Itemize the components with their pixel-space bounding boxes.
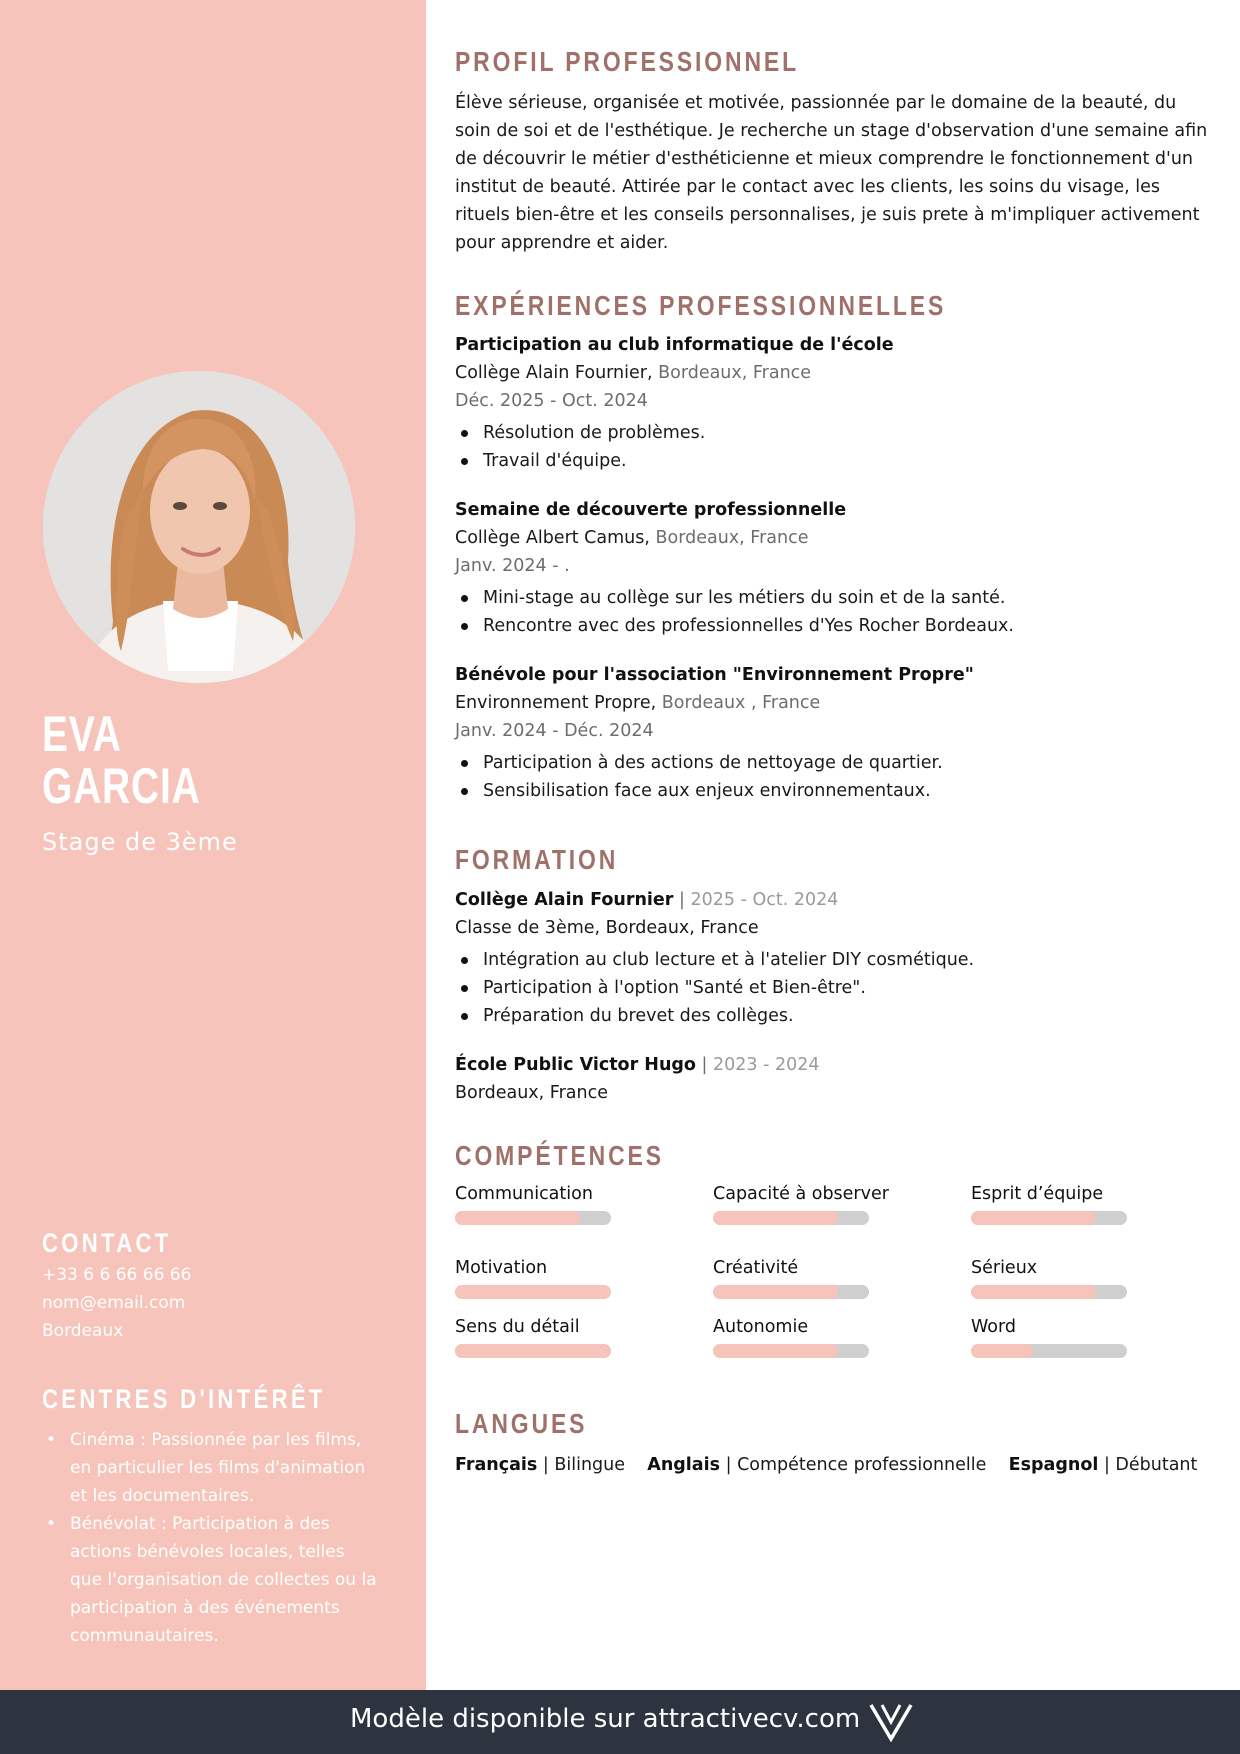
skill-level-fill xyxy=(455,1344,611,1358)
skill-level-fill xyxy=(971,1211,1096,1225)
skill-item xyxy=(971,1181,1171,1225)
first-name: EVA xyxy=(42,706,122,762)
experience-bullets xyxy=(455,419,705,475)
experience-org-line xyxy=(455,689,820,717)
language-name: Français xyxy=(455,1455,538,1475)
education-detail: Classe de 3ème, Bordeaux, France xyxy=(455,918,759,938)
skill-level-fill xyxy=(455,1211,580,1225)
list-item: Préparation du brevet des collèges. xyxy=(455,1002,974,1030)
skill-label: Esprit d’équipe xyxy=(971,1184,1104,1204)
profile-text: Élève sérieuse, organisée et motivée, passionnée par le domaine de la beauté, du soin de soi et de l'esthétique. Je recherche un stage d'observation d'une semaine afin de découvrir le métier d'esthéticienne et mieux comprendre le fonctionnement d'un institut de beauté. Attirée par le contact avec les clients, les soins du visage, les rituels bien-être et les conseils personnalises, je suis prete à m'impliquer activement pour apprendre et aider. xyxy=(455,93,1208,253)
education-detail: Bordeaux, France xyxy=(455,1083,608,1103)
attractivecv-logo-icon[interactable] xyxy=(868,1702,914,1746)
person-name xyxy=(42,708,201,812)
list-item: Intégration au club lecture et à l'atelier DIY cosmétique. xyxy=(455,946,974,974)
skill-label: Autonomie xyxy=(713,1317,809,1337)
skill-level-bar xyxy=(971,1344,1127,1358)
skill-level-bar xyxy=(455,1211,611,1225)
interest-item: • Cinéma : Passionnée par les films, en particulier les films d'animation et les documentaires. xyxy=(42,1426,382,1510)
education-school-line xyxy=(455,886,838,914)
interests-list xyxy=(42,1426,382,1650)
skill-label: Sens du détail xyxy=(455,1317,580,1337)
languages-line xyxy=(455,1451,1197,1479)
languages-heading: LANGUES xyxy=(455,1408,588,1439)
skill-level-fill xyxy=(713,1344,838,1358)
skill-label: Communication xyxy=(455,1184,593,1204)
profile-heading: PROFIL PROFESSIONNEL xyxy=(455,46,800,77)
skill-level-bar xyxy=(971,1211,1127,1225)
contact-phone: +33 6 6 66 66 66 xyxy=(42,1265,192,1285)
contact-email: nom@email.com xyxy=(42,1293,186,1313)
skill-item xyxy=(713,1314,913,1358)
person-subtitle: Stage de 3ème xyxy=(42,828,238,856)
skill-item xyxy=(455,1181,655,1225)
skill-item xyxy=(713,1255,913,1299)
footer-banner xyxy=(0,1690,1240,1754)
skill-level-fill xyxy=(713,1211,838,1225)
skill-label: Créativité xyxy=(713,1258,799,1278)
education-separator: | xyxy=(673,890,691,910)
language-level: | Débutant xyxy=(1098,1455,1198,1475)
education-bullets xyxy=(455,946,974,1030)
skill-item xyxy=(455,1314,655,1358)
list-item: Rencontre avec des professionnelles d'Yes Rocher Bordeaux. xyxy=(455,612,1014,640)
experience-dates: Janv. 2024 - Déc. 2024 xyxy=(455,721,654,741)
list-item: Mini-stage au collège sur les métiers du soin et de la santé. xyxy=(455,584,1014,612)
skill-level-bar xyxy=(713,1344,869,1358)
experience-location: Bordeaux, France xyxy=(652,363,812,383)
skill-item xyxy=(971,1255,1171,1299)
education-separator: | xyxy=(695,1055,713,1075)
list-item: Sensibilisation face aux enjeux environnementaux. xyxy=(455,777,943,805)
skill-level-bar xyxy=(971,1285,1127,1299)
skill-label: Capacité à observer xyxy=(713,1184,889,1204)
skills-heading: COMPÉTENCES xyxy=(455,1140,664,1171)
experience-title: Semaine de découverte professionnelle xyxy=(455,500,847,520)
experience-title: Bénévole pour l'association "Environnement Propre" xyxy=(455,665,974,685)
list-item: Résolution de problèmes. xyxy=(455,419,705,447)
skill-level-bar xyxy=(455,1344,611,1358)
list-item: Travail d'équipe. xyxy=(455,447,705,475)
skill-level-fill xyxy=(455,1285,611,1299)
last-name: GARCIA xyxy=(42,758,201,814)
interests-heading: CENTRES D'INTÉRÊT xyxy=(42,1384,326,1414)
skill-level-bar xyxy=(455,1285,611,1299)
contact-heading: CONTACT xyxy=(42,1228,172,1258)
language-level: | Bilingue xyxy=(537,1455,626,1475)
experience-location: Bordeaux , France xyxy=(656,693,821,713)
skill-label: Motivation xyxy=(455,1258,548,1278)
experience-location: Bordeaux, France xyxy=(649,528,809,548)
experience-bullets xyxy=(455,749,943,805)
language-name: Espagnol xyxy=(1008,1455,1099,1475)
language-level: | Compétence professionnelle xyxy=(720,1455,987,1475)
experience-org: Collège Alain Fournier, xyxy=(455,363,653,383)
skill-level-fill xyxy=(713,1285,838,1299)
skill-label: Sérieux xyxy=(971,1258,1038,1278)
skill-label: Word xyxy=(971,1317,1016,1337)
skill-level-bar xyxy=(713,1285,869,1299)
interest-item: • Bénévolat : Participation à des actions bénévoles locales, telles que l'organisation de collectes ou la participation à des événements communautaires. xyxy=(42,1510,382,1650)
education-school-line xyxy=(455,1051,820,1079)
contact-city: Bordeaux xyxy=(42,1321,124,1341)
skill-level-fill xyxy=(971,1344,1033,1358)
experience-org-line xyxy=(455,359,811,387)
experience-dates: Déc. 2025 - Oct. 2024 xyxy=(455,391,648,411)
experience-org: Collège Albert Camus, xyxy=(455,528,650,548)
education-school: École Public Victor Hugo xyxy=(455,1055,696,1075)
skill-level-bar xyxy=(713,1211,869,1225)
list-item: Participation à l'option "Santé et Bien-être". xyxy=(455,974,974,1002)
skill-item xyxy=(713,1181,913,1225)
education-heading: FORMATION xyxy=(455,844,619,875)
skill-level-fill xyxy=(971,1285,1096,1299)
education-dates: 2023 - 2024 xyxy=(713,1055,820,1075)
experience-org: Environnement Propre, xyxy=(455,693,657,713)
experience-org-line xyxy=(455,524,808,552)
experience-title: Participation au club informatique de l'école xyxy=(455,335,894,355)
experience-heading: EXPÉRIENCES PROFESSIONNELLES xyxy=(455,290,947,321)
experience-dates: Janv. 2024 - . xyxy=(455,556,570,576)
education-school: Collège Alain Fournier xyxy=(455,890,674,910)
list-item: Participation à des actions de nettoyage de quartier. xyxy=(455,749,943,777)
skill-item xyxy=(455,1255,655,1299)
skill-item xyxy=(971,1314,1171,1358)
profile-photo xyxy=(43,371,355,683)
education-dates: 2025 - Oct. 2024 xyxy=(690,890,839,910)
experience-bullets xyxy=(455,584,1014,640)
footer-text[interactable]: Modèle disponible sur attractivecv.com xyxy=(350,1704,861,1734)
language-name: Anglais xyxy=(647,1455,721,1475)
